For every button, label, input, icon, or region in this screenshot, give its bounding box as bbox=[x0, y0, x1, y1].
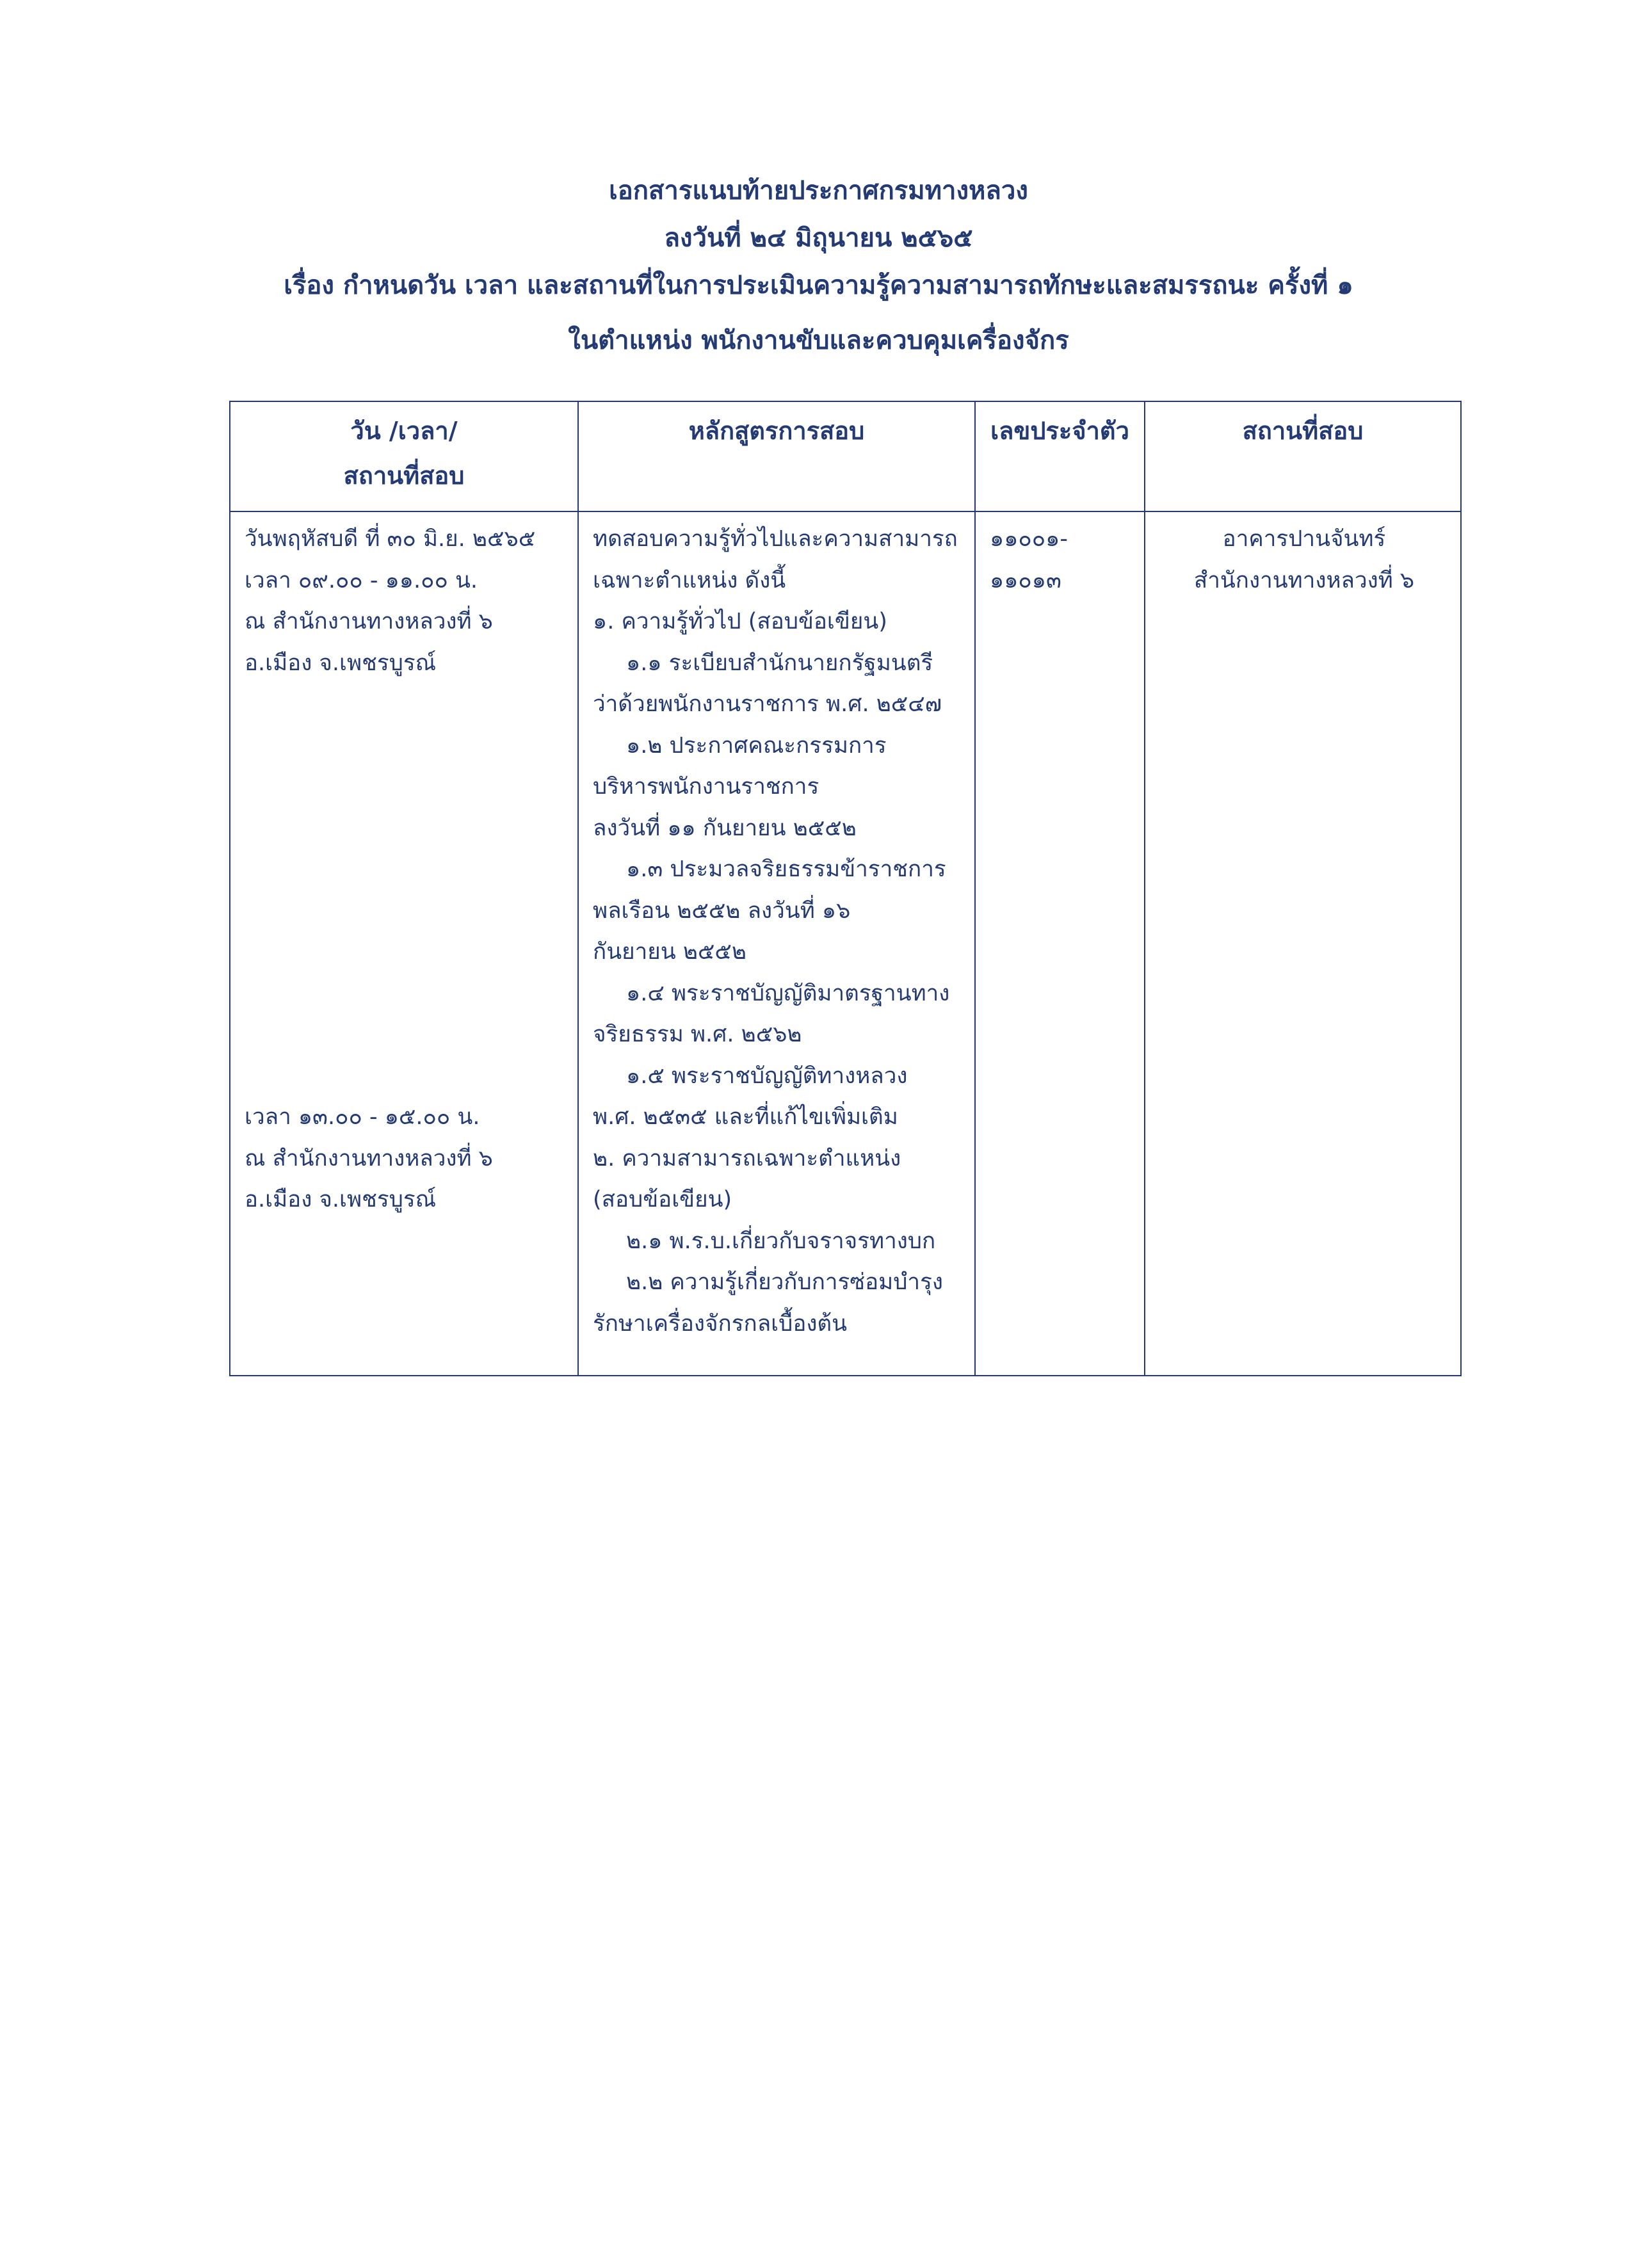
header-curriculum: หลักสูตรการสอบ bbox=[578, 401, 975, 511]
datetime-cell bbox=[230, 511, 578, 1376]
schedule-district-morning: อ.เมือง จ.เพชรบูรณ์ bbox=[245, 650, 437, 676]
schedule-time-morning: เวลา ๐๙.๐๐ - ๑๑.๐๐ น. bbox=[245, 567, 478, 593]
curriculum-line: ๑.๒ ประกาศคณะกรรมการ bbox=[626, 732, 887, 759]
curriculum-line: ลงวันที่ ๑๑ กันยายน ๒๕๕๒ bbox=[593, 815, 857, 841]
id-range-start: ๑๑๐๐๑- bbox=[990, 526, 1068, 552]
doc-title: เอกสารแนบท้ายประกาศกรมทางหลวง bbox=[609, 176, 1028, 205]
curriculum-line: ๑.๑ ระเบียบสำนักนายกรัฐมนตรี bbox=[626, 650, 933, 676]
curriculum-line: (สอบข้อเขียน) bbox=[593, 1187, 732, 1212]
place-building: อาคารปานจันทร์ bbox=[1222, 526, 1386, 552]
curriculum-line: จริยธรรม พ.ศ. ๒๕๖๒ bbox=[593, 1022, 802, 1047]
schedule-office-afternoon: ณ สำนักงานทางหลวงที่ ๖ bbox=[245, 1145, 493, 1171]
schedule-district-afternoon: อ.เมือง จ.เพชรบูรณ์ bbox=[245, 1187, 437, 1212]
exam-schedule-table bbox=[229, 401, 1462, 1376]
schedule-office-morning: ณ สำนักงานทางหลวงที่ ๖ bbox=[245, 609, 493, 634]
curriculum-line: ๑.๓ ประมวลจริยธรรมข้าราชการ bbox=[626, 857, 946, 882]
curriculum-cell bbox=[578, 511, 975, 1376]
header-datetime-place bbox=[230, 401, 578, 511]
curriculum-line: พ.ศ. ๒๕๓๕ และที่แก้ไขเพิ่มเติม bbox=[593, 1104, 898, 1130]
header-exam-place: สถานที่สอบ bbox=[1145, 401, 1461, 511]
curriculum-line: พลเรือน ๒๕๕๒ ลงวันที่ ๑๖ bbox=[593, 897, 851, 924]
curriculum-line: ๒.๑ พ.ร.บ.เกี่ยวกับจราจรทางบก bbox=[626, 1228, 936, 1254]
id-range-end: ๑๑๐๑๓ bbox=[990, 567, 1061, 593]
curriculum-line: ว่าด้วยพนักงานราชการ พ.ศ. ๒๕๔๗ bbox=[593, 691, 942, 717]
header-id-number: เลขประจำตัว bbox=[975, 401, 1145, 511]
doc-subject: เรื่อง กำหนดวัน เวลา และสถานที่ในการประเมินความรู้ความสามารถทักษะและสมรรถนะ ครั้งที่ ๑ bbox=[284, 271, 1353, 300]
doc-date: ลงวันที่ ๒๔ มิถุนายน ๒๕๖๕ bbox=[664, 223, 973, 253]
curriculum-line: ๑.๔ พระราชบัญญัติมาตรฐานทาง bbox=[626, 980, 950, 1006]
exam-place-cell bbox=[1145, 511, 1461, 1376]
curriculum-line: ๒.๒ ความรู้เกี่ยวกับการซ่อมบำรุง bbox=[626, 1269, 943, 1295]
curriculum-line: กันยายน ๒๕๕๒ bbox=[593, 939, 746, 965]
curriculum-line: ๑.๕ พระราชบัญญัติทางหลวง bbox=[626, 1063, 908, 1089]
place-office: สำนักงานทางหลวงที่ ๖ bbox=[1193, 567, 1415, 593]
curriculum-line: ๒. ความสามารถเฉพาะตำแหน่ง bbox=[593, 1145, 901, 1171]
curriculum-line: บริหารพนักงานราชการ bbox=[593, 774, 819, 800]
id-number-cell bbox=[975, 511, 1145, 1376]
curriculum-line: ทดสอบความรู้ทั่วไปและความสามารถ bbox=[593, 526, 958, 552]
doc-position: ในตำแหน่ง พนักงานขับและควบคุมเครื่องจักร bbox=[568, 326, 1069, 355]
schedule-day: วันพฤหัสบดี ที่ ๓๐ มิ.ย. ๒๕๖๕ bbox=[245, 526, 536, 552]
table-header-row bbox=[230, 401, 1461, 511]
header-datetime-line2: สถานที่สอบ bbox=[343, 462, 465, 490]
table-row bbox=[230, 511, 1461, 1376]
curriculum-line: ๑. ความรู้ทั่วไป (สอบข้อเขียน) bbox=[593, 609, 887, 634]
curriculum-line: เฉพาะตำแหน่ง ดังนี้ bbox=[593, 567, 786, 593]
curriculum-line: รักษาเครื่องจักรกลเบื้องต้น bbox=[593, 1310, 848, 1337]
header-datetime-line1: วัน /เวลา/ bbox=[350, 417, 458, 445]
schedule-time-afternoon: เวลา ๑๓.๐๐ - ๑๕.๐๐ น. bbox=[245, 1104, 480, 1130]
